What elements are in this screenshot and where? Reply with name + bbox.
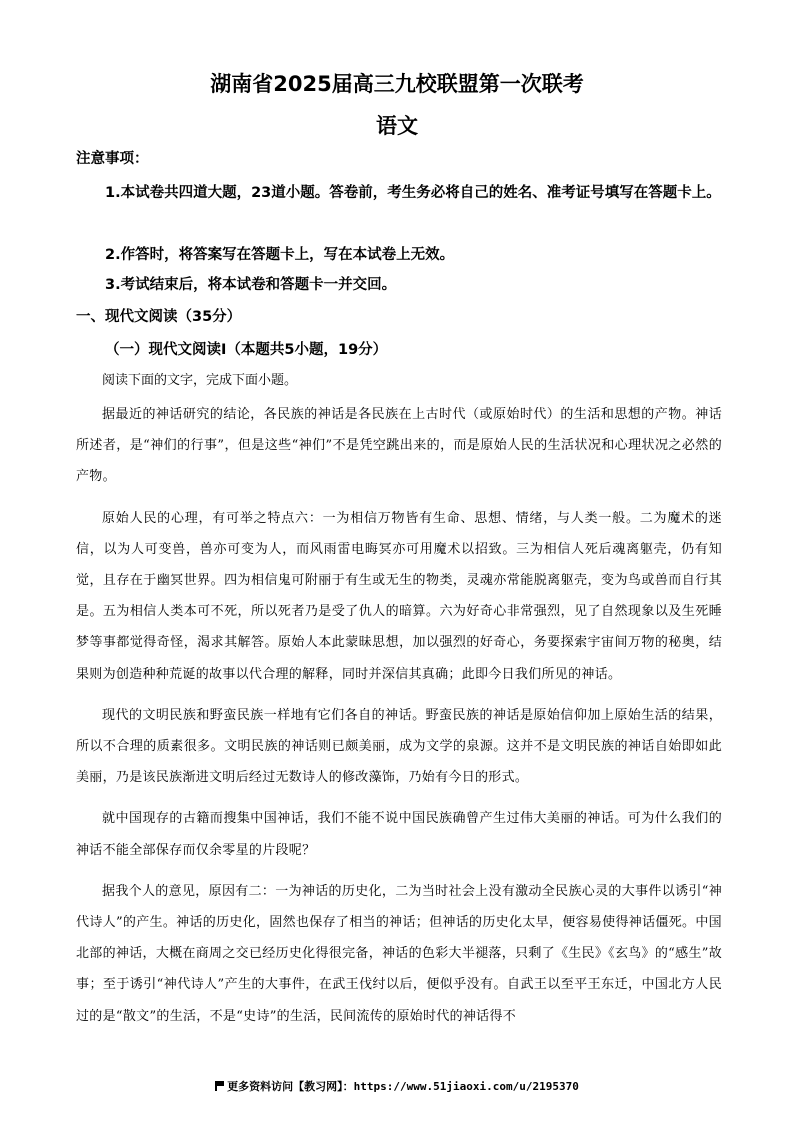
footer (0, 1079, 794, 1095)
notice-heading: 注意事项： (76, 151, 149, 167)
footer-link[interactable]: 更多资料访问【教习网】：https://www.51jiaoxi.com/u/2195370 (227, 1080, 579, 1093)
subsection-heading: （一）现代文阅读Ⅰ（本题共5小题，19分） (105, 342, 388, 358)
reading-passage (76, 399, 722, 1042)
subject-title: 语文 (376, 114, 418, 138)
passage-paragraph: 据最近的神话研究的结论，各民族的神话是各民族在上古时代（或原始时代）的生活和思想的产物。神话所述者，是“神们的行事”，但是这些“神们”不是凭空跳出来的，而是原始人民的生活状况和心理状况之必然的产物。 (76, 407, 722, 485)
reading-instruction: 阅读下面的文字，完成下面小题。 (102, 373, 298, 388)
exam-title: 湖南省2025届高三九校联盟第一次联考 (210, 72, 584, 96)
notice-item: 2.作答时，将答案写在答题卡上，写在本试卷上无效。 (105, 247, 455, 263)
passage-paragraph: 现代的文明民族和野蛮民族一样地有它们各自的神话。野蛮民族的神话是原始信仰加上原始生活的结果，所以不合理的质素很多。文明民族的神话则已颇美丽，成为文学的泉源。这并不是文明民族的神话自始即如此美丽，乃是该民族渐进文明后经过无数诗人的修改藻饰，乃始有今日的形式。 (76, 707, 722, 786)
notice-item: 3.考试结束后，将本试卷和答题卡一并交回。 (105, 277, 397, 293)
passage-paragraph: 原始人民的心理，有可举之特点六：一为相信万物皆有生命、思想、情绪，与人类一般。二为魔术的迷信，以为人可变兽，兽亦可变为人，而风雨雷电晦冥亦可用魔术以招致。三为相信人死后魂离躯壳，仍有知觉，且存在于幽冥世界。四为相信鬼可附丽于有生或无生的物类，灵魂亦常能脱离躯壳，变为鸟或兽而自行其是。五为相信人类本可不死，所以死者乃是受了仇人的暗算。六为好奇心非常强烈，见了自然现象以及生死睡梦等事都觉得奇怪，渴求其解答。原始人本此蒙昧思想，加以强烈的好奇心，务要探索宇宙间万物的秘奥，结果则为创造种种荒诞的故事以代合理的解释，同时并深信其真确；此即今日我们所见的神话。 (76, 510, 722, 682)
notice-item: 1.本试卷共四道大题，23道小题。答卷前，考生务必将自己的姓名、准考证号填写在答题卡上。 (105, 185, 721, 201)
passage-paragraph: 据我个人的意见，原因有二：一为神话的历史化，二为当时社会上没有激动全民族心灵的大事件以诱引“神代诗人”的产生。神话的历史化，固然也保存了相当的神话；但神话的历史化太早，便容易使得神话僵死。中国北部的神话，大概在商周之交已经历史化得很完备，神话的色彩大半褪落，只剩了《生民》《玄鸟》的“感生”故事；至于诱引“神代诗人”产生的大事件，在武王伐纣以后，便似乎没有。自武王以至平王东迁，中国北方人民过的是“散文”的生活，不是“史诗”的生活，民间流传的原始时代的神话得不 (76, 883, 722, 1024)
section-heading: 一、现代文阅读（35分） (76, 309, 242, 325)
flag-icon (215, 1081, 224, 1091)
passage-paragraph: 就中国现存的古籍而搜集中国神话，我们不能不说中国民族确曾产生过伟大美丽的神话。可为什么我们的神话不能全部保存而仅余零星的片段呢？ (76, 811, 722, 858)
